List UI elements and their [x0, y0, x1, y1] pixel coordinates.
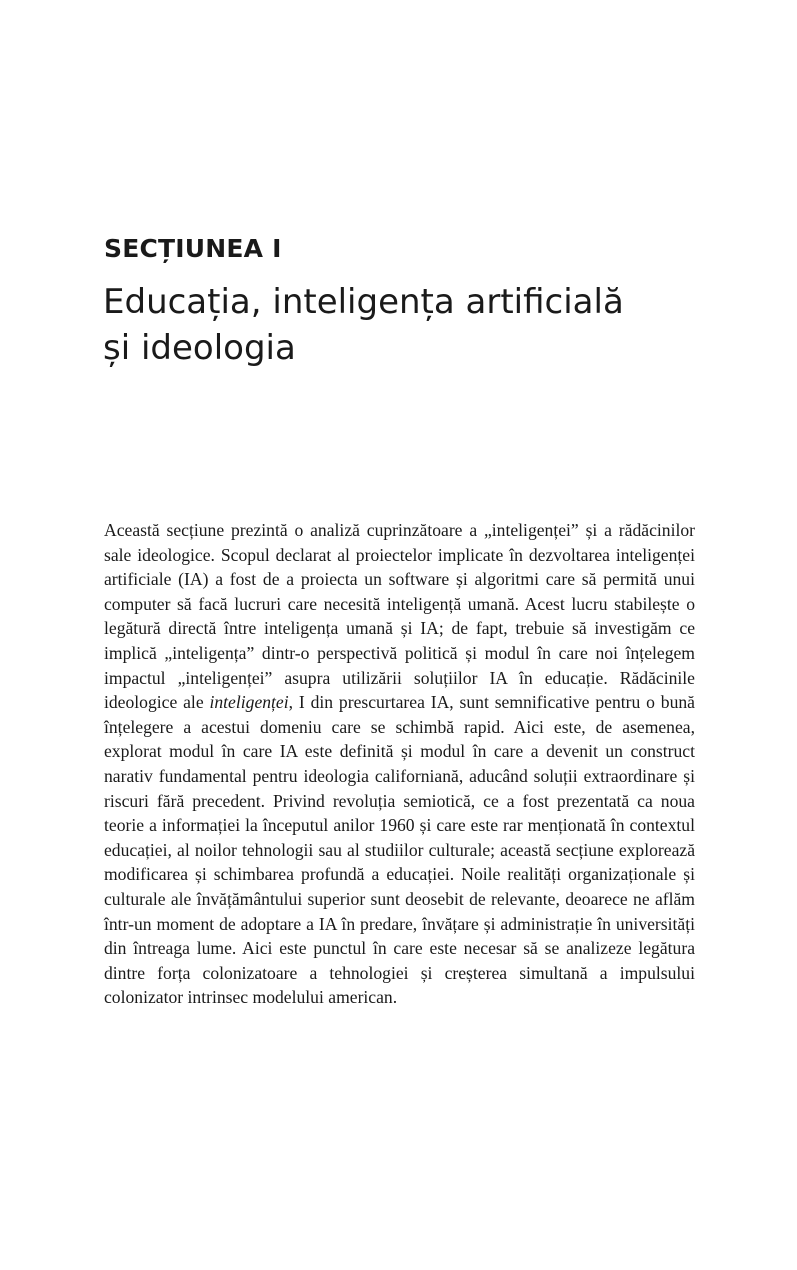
- paragraph-emphasis: inteligenței: [209, 692, 289, 713]
- section-title-line-2: și ideologia: [103, 328, 296, 368]
- section-title: [103, 279, 703, 371]
- section-label: SECȚIUNEA I: [104, 234, 282, 263]
- section-title-line-1: Educația, inteligența artificială: [103, 282, 624, 322]
- paragraph-text-part-2: , I din prescurtarea IA, sunt semnificative pentru o bună înțelegere a acestui domeniu care se schimbă rapid. Aici este, de asemenea, explorat modul în care IA este definită și modul în care a devenit un construct narativ fundamental pentru ideologia californiană, aducând soluții extraordinare și riscuri fără precedent. Privind revoluția semiotică, ce a fost prezentată ca noua teorie a informației la începutul anilor 1960 și care este rar menționată în contextul educației, al noilor tehnologii sau al studiilor culturale; această secțiune explorează modificarea și schimbarea profundă a educației. Noile realități organizaționale și culturale ale învățământului superior sunt deosebit de relevante, deoarece ne aflăm într-un moment de adoptare a IA în predare, învățare și administrație în universități din întreaga lume. Aici este punctul în care este necesar să se analizeze legătura dintre forța colonizatoare a tehnologiei și creșterea simultană a impulsului colonizator intrinsec modelului american.: [104, 692, 695, 1008]
- paragraph-text-part-1: Această secțiune prezintă o analiză cuprinzătoare a „inteligenței” și a rădăcinilor sale ideologice. Scopul declarat al proiectelor implicate în dezvoltarea inteligenței artificiale (IA) a fost de a proiecta un software și algoritmi care să permită unui computer să facă lucruri care necesită inteligență umană. Acest lucru stabilește o legătură directă între inteligența umană și IA; de fapt, trebuie să investigăm ce implică „inteligența” dintr-o perspectivă politică și modul în care noi înțelegem impactul „inteligenței” asupra utilizării soluțiilor IA în educație. Rădăcinile ideologice ale: [104, 520, 695, 713]
- section-intro-paragraph: [104, 518, 695, 1010]
